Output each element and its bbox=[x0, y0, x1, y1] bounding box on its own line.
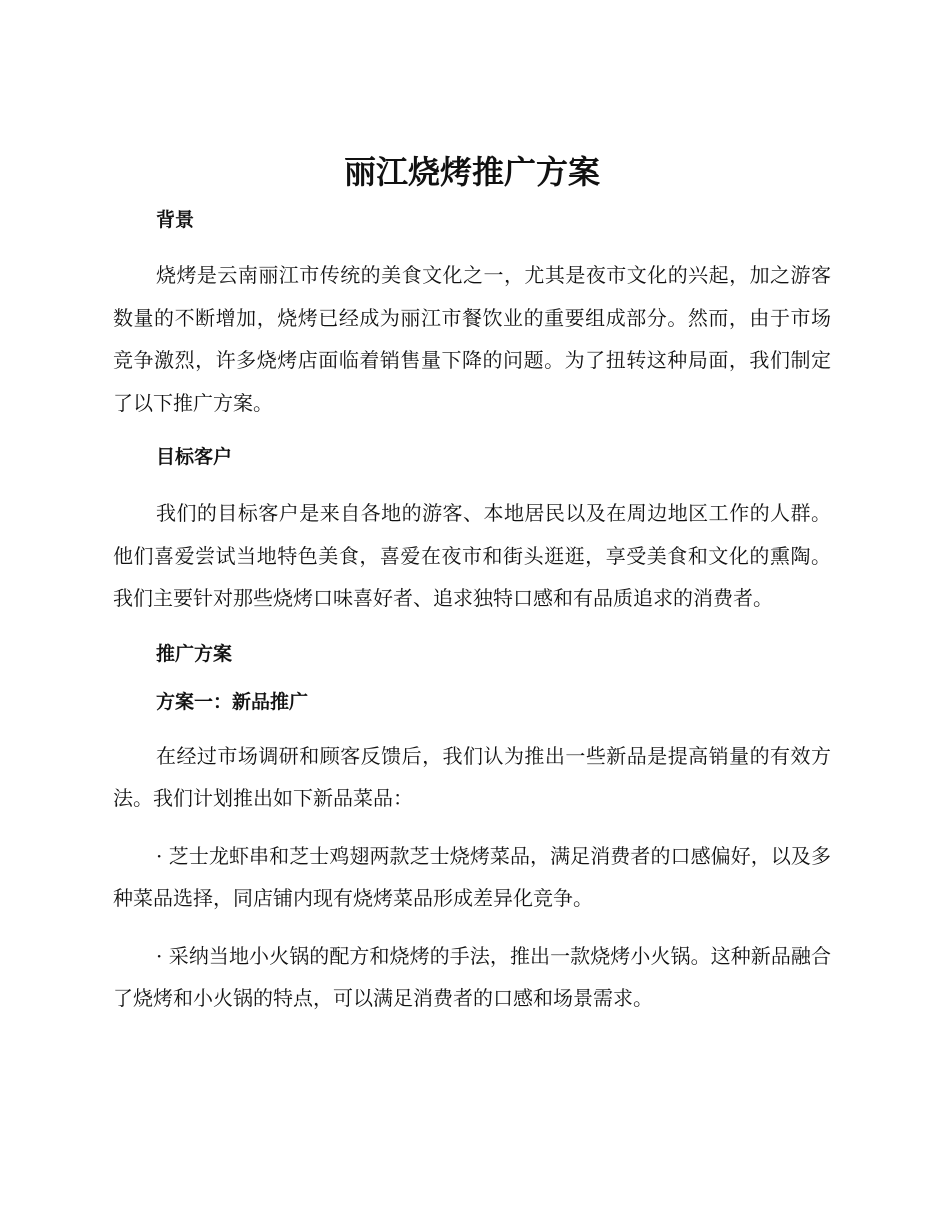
paragraph-target-customers: 我们的目标客户是来自各地的游客、本地居民以及在周边地区工作的人群。他们喜爱尝试当地特色美食，喜爱在夜市和街头逛逛，享受美食和文化的熏陶。我们主要针对那些烧烤口味喜好者、追求独特口感和有品质追求的消费者。 bbox=[113, 501, 831, 610]
list-item-new-product-cheese: · 芝士龙虾串和芝士鸡翅两款芝士烧烤菜品，满足消费者的口感偏好，以及多种菜品选择，同店铺内现有烧烤菜品形成差异化竞争。 bbox=[113, 843, 831, 910]
document-body bbox=[113, 148, 831, 1020]
section-heading-target-customers: 目标客户 bbox=[156, 446, 233, 468]
document-title: 丽江烧烤推广方案 bbox=[343, 153, 600, 191]
list-item-new-product-hotpot: · 采纳当地小火锅的配方和烧烤的手法，推出一款烧烤小火锅。这种新品融合了烧烤和小火锅的特点，可以满足消费者的口感和场景需求。 bbox=[113, 943, 831, 1010]
subsection-heading-plan-one: 方案一：新品推广 bbox=[156, 690, 309, 713]
section-heading-promotion-plan: 推广方案 bbox=[156, 642, 233, 665]
section-heading-background: 背景 bbox=[156, 209, 195, 231]
paragraph-background: 烧烤是云南丽江市传统的美食文化之一，尤其是夜市文化的兴起，加之游客数量的不断增加，烧烤已经成为丽江市餐饮业的重要组成部分。然而，由于市场竞争激烈，许多烧烤店面临着销售量下降的问题。为了扭转这种局面，我们制定了以下推广方案。 bbox=[113, 263, 831, 415]
paragraph-plan-one-intro: 在经过市场调研和顾客反馈后，我们认为推出一些新品是提高销量的有效方法。我们计划推出如下新品菜品： bbox=[113, 743, 831, 810]
